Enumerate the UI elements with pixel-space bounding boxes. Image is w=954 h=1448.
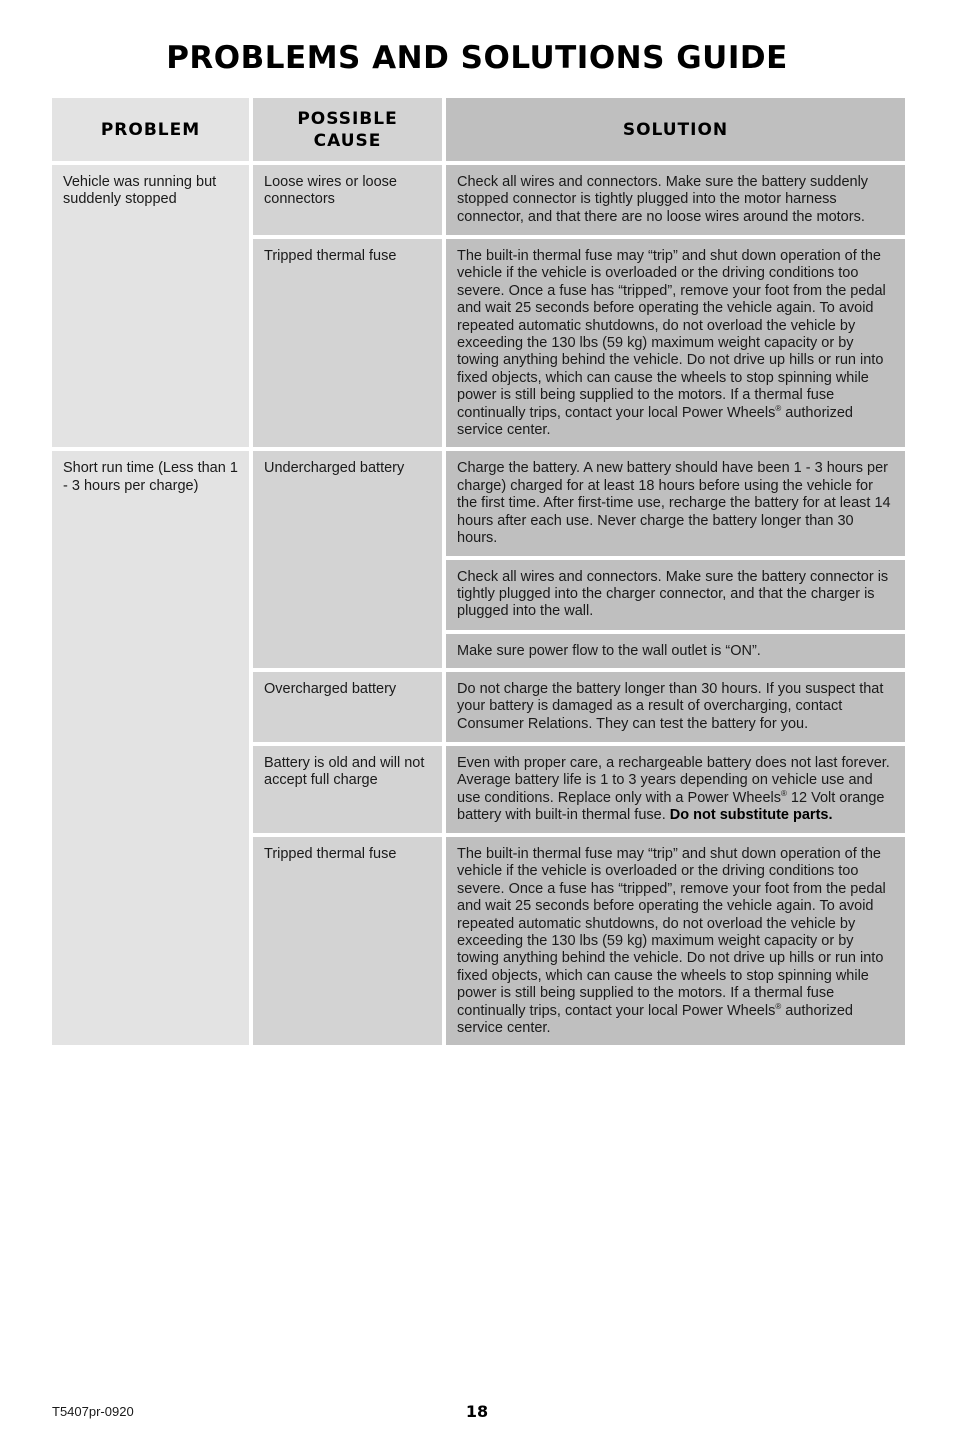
- cause-cell: Tripped thermal fuse: [253, 239, 442, 447]
- solution-text: The built-in thermal fuse may “trip” and shut down operation of the vehicle if the vehicle is overloaded or the driving conditions too severe. Once a fuse has “tripped”, remove your foot from the pedal and wait 25 seconds before operating the vehicle again. To avoid repeated automatic shutdowns, do not overload the vehicle by exceeding the 130 lbs (59 kg) maximum weight capacity or by towing anything behind the vehicle. Do not drive up hills or run into fixed objects, which can cause the wheels to stop spinning while power is still being supplied to the motors. If a thermal fuse continually trips, contact your local Power Wheels: [457, 845, 886, 1019]
- document-id: T5407pr-0920: [52, 1404, 134, 1419]
- header-cause-line2: CAUSE: [313, 130, 382, 151]
- registered-mark: ®: [775, 1001, 782, 1011]
- solution-text: authorized service center.: [457, 404, 853, 439]
- solution-emphasis: Do not substitute parts.: [669, 807, 833, 824]
- header-problem: PROBLEM: [52, 98, 249, 161]
- problem-cell: Vehicle was running but suddenly stopped: [52, 165, 249, 447]
- cause-cell: Undercharged battery: [253, 451, 442, 667]
- solution-text: The built-in thermal fuse may “trip” and shut down operation of the vehicle if the vehicle is overloaded or the driving conditions too severe. Once a fuse has “tripped”, remove your foot from the pedal and wait 25 seconds before operating the vehicle again. To avoid repeated automatic shutdowns, do not overload the vehicle by exceeding the 130 lbs (59 kg) maximum weight capacity or by towing anything behind the vehicle. Do not drive up hills or run into fixed objects, which can cause the wheels to stop spinning while power is still being supplied to the motors. If a thermal fuse continually trips, contact your local Power Wheels: [457, 248, 886, 421]
- problems-solutions-table: [48, 94, 909, 1049]
- header-possible-cause: [253, 98, 442, 161]
- cause-cell: Tripped thermal fuse: [253, 837, 442, 1045]
- solution-cell: Do not charge the battery longer than 30 hours. If you suspect that your battery is damaged as a result of overcharging, contact Consumer Relations. They can test the battery for you.: [446, 672, 905, 742]
- table-row: [52, 451, 905, 555]
- solution-cell: [446, 239, 905, 447]
- solution-cell: Charge the battery. A new battery should have been 1 - 3 hours per charge) charged for at least 18 hours before using the vehicle for the first time. After first-time use, recharge the battery for at least 14 hours after each use. Never charge the battery longer than 30 hours.: [446, 451, 905, 555]
- solution-text: 12 Volt orange battery with built-in thermal fuse.: [457, 789, 885, 824]
- solution-text: Even with proper care, a rechargeable battery does not last forever. Average battery life is 1 to 3 years depending on vehicle use and use conditions. Replace only with a Power Wheels: [457, 754, 890, 806]
- header-cause-line1: POSSIBLE: [297, 108, 398, 129]
- page-title: PROBLEMS AND SOLUTIONS GUIDE: [166, 40, 788, 76]
- registered-mark: ®: [775, 403, 782, 413]
- registered-mark: ®: [781, 788, 787, 798]
- table-header-row: [52, 98, 905, 161]
- page-number: 18: [465, 1402, 489, 1421]
- solution-cell: Check all wires and connectors. Make sure the battery connector is tightly plugged into the charger connector, and that the charger is plugged into the wall.: [446, 560, 905, 630]
- table-row: [52, 165, 905, 235]
- solution-cell: [446, 837, 905, 1045]
- cause-cell: Loose wires or loose connectors: [253, 165, 442, 235]
- solution-cell: [446, 746, 905, 833]
- cause-cell: Battery is old and will not accept full charge: [253, 746, 442, 833]
- header-solution: SOLUTION: [446, 98, 905, 161]
- solution-cell: Make sure power flow to the wall outlet is “ON”.: [446, 634, 905, 668]
- solution-cell: Check all wires and connectors. Make sure the battery suddenly stopped connector is tightly plugged into the motor harness connector, and that there are no loose wires around the motors.: [446, 165, 905, 235]
- cause-cell: Overcharged battery: [253, 672, 442, 742]
- solution-text: authorized service center.: [457, 1002, 853, 1036]
- problem-cell: Short run time (Less than 1 - 3 hours per charge): [52, 451, 249, 1045]
